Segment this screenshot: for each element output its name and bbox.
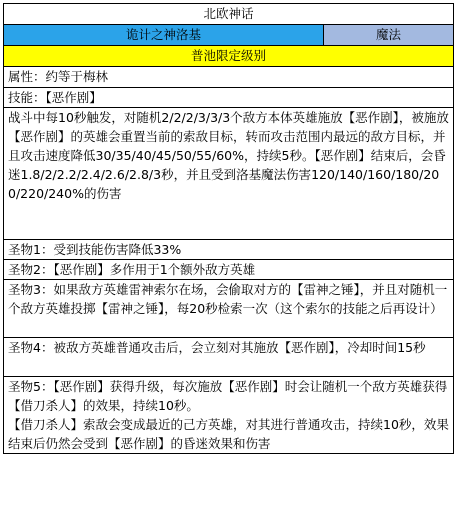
rarity-cell: 普池限定级别 [4,46,454,67]
skill-label-cell: 技能：【恶作剧】 [4,88,454,108]
hero-type-cell: 魔法 [324,25,454,46]
card-title: 北欧神话 [4,4,454,25]
attribute-cell: 属性：约等于梅林 [4,67,454,88]
skill-description-cell: 战斗中每10秒触发，对随机2/2/2/3/3/3个敌方本体英雄施放【恶作剧】，被施放【恶作剧】的英雄会重置当前的索敌目标，转而攻击范围内最远的敌方目标，并且攻击速度降低30/35/40/45/50/55/60%，持续5秒。【恶作剧】结束后，会昏迷1.8/2/2.2/2.4/2.6/2.8/3秒，并且受到洛基魔法伤害120/140/160/180/200/220/240%的伤害 [4,108,454,240]
relic-1-cell: 圣物1：受到技能伤害降低33% [4,240,454,260]
relic-5-cell: 圣物5：【恶作剧】获得升级，每次施放【恶作剧】时会让随机一个敌方英雄获得【借刀杀人】的效果，持续10秒。 【借刀杀人】索敌会变成最近的己方英雄，对其进行普通攻击，持续10秒，效果结束后仍然会受到【恶作剧】的昏迷效果和伤害 [4,377,454,454]
relic-3-cell: 圣物3：如果敌方英雄雷神索尔在场，会偷取对方的【雷神之锤】，并且对随机一个敌方英雄投掷【雷神之锤】，每20秒检索一次（这个索尔的技能之后再设计） [4,280,454,338]
relic-4-cell: 圣物4：被敌方英雄普通攻击后，会立刻对其施放【恶作剧】，冷却时间15秒 [4,338,454,377]
relic-2-cell: 圣物2：【恶作剧】多作用于1个额外敌方英雄 [4,260,454,280]
hero-name-cell: 诡计之神洛基 [4,25,324,46]
hero-card-table [3,3,454,454]
